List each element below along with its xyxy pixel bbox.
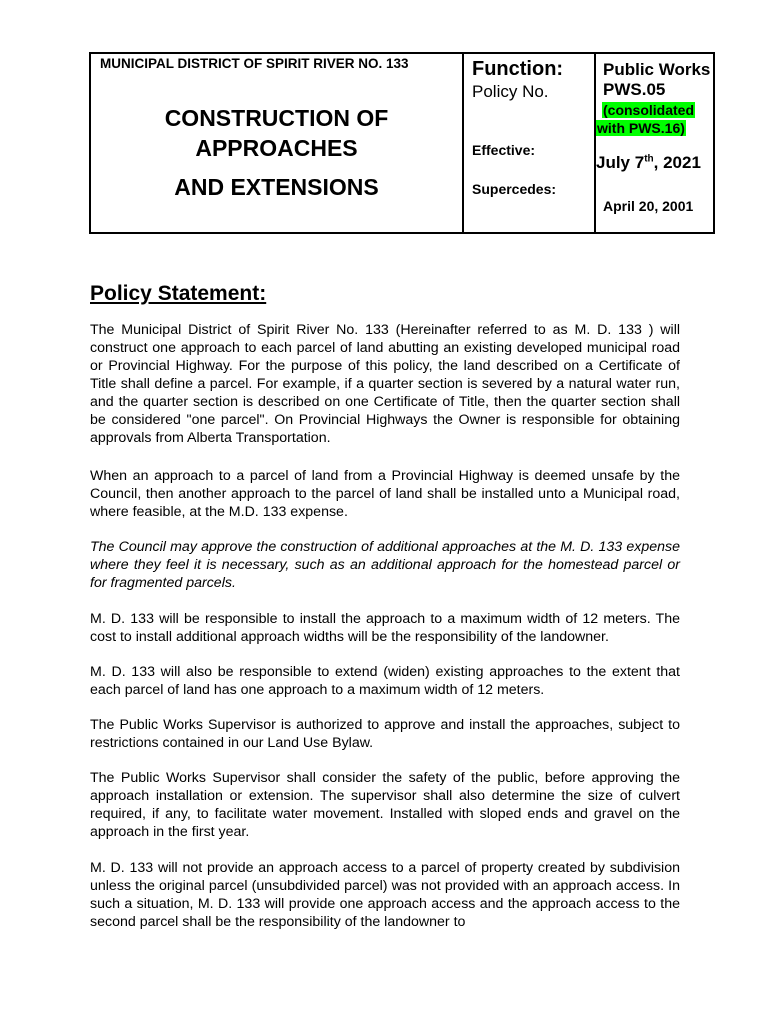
policy-no-label: Policy No. [472,82,549,101]
paragraph: M. D. 133 will not provide an approach access to a parcel of property created by subdivision unless the original parcel (unsubdivided parcel) was not provided with an approach access. In such a situation, M. D. 133 will provide one approach access and the approach access to the second parcel shall be the responsibility of the landowner to [90,860,680,930]
effective-date-suffix: th [644,153,654,165]
district-name: MUNICIPAL DISTRICT OF SPIRIT RIVER NO. 133 [100,56,409,71]
policy-title-line3: AND EXTENSIONS [174,174,379,200]
paragraph: The Municipal District of Spirit River No. 133 (Hereinafter referred to as M. D. 133 ) will construct one approach to each parcel of land abutting an existing developed municipal road or Provincial Highway. For the purpose of this policy, the land described on a Certificate of Title shall define a parcel. For example, if a quarter section is severed by a natural water run, and the quarter section is described on one Certificate of Title, then the quarter section shall be considered "one parcel". On Provincial Highways the Owner is responsible for obtaining approvals from Alberta Transportation. [90,322,680,446]
effective-date [596,153,701,173]
effective-date-day: July 7 [596,153,645,172]
function-label: Function: [472,58,564,80]
supercedes-date: April 20, 2001 [603,198,694,214]
paragraph: M. D. 133 will also be responsible to extend (widen) existing approaches to the extent that each parcel of land has one approach to a maximum width of 12 meters. [90,664,680,698]
paragraph-italic: The Council may approve the construction of additional approaches at the M. D. 133 expense where they feel it is necessary, such as an additional approach for the homestead parcel or for fragmented parcels. [90,539,680,591]
function-value: Public Works [603,60,711,79]
policy-title-line2: APPROACHES [195,135,358,161]
consolidated-line2: with PWS.16) [597,120,685,136]
values-cell [596,54,713,232]
title-cell [91,54,464,232]
paragraph: M. D. 133 will be responsible to install the approach to a maximum width of 12 meters. The cost to install additional approach widths will be the responsibility of the landowner. [90,611,680,645]
consolidated-line1: (consolidated [603,102,695,118]
effective-date-year: , 2021 [653,153,701,172]
paragraph: When an approach to a parcel of land from a Provincial Highway is deemed unsafe by the Council, then another approach to the parcel of land shall be installed unto a Municipal road, where feasible, at the M.D. 133 expense. [90,468,680,520]
function-policy-values [603,60,710,100]
paragraph: The Public Works Supervisor is authorized to approve and install the approaches, subject to restrictions contained in our Land Use Bylaw. [90,717,680,751]
policy-title-line1: CONSTRUCTION OF [164,105,389,131]
paragraph: The Public Works Supervisor shall consider the safety of the public, before approving the approach installation or extension. The supervisor shall also determine the size of culvert required, if any, to facilitate water movement. Installed with sloped ends and gravel on the approach in the first year. [90,770,680,840]
labels-cell [464,54,596,232]
policy-statement-heading: Policy Statement: [90,282,267,305]
consolidated-note [596,101,695,137]
policy-no-value: PWS.05 [603,80,666,99]
policy-header-table [89,52,715,234]
effective-label: Effective: [472,142,536,158]
supercedes-label: Supercedes: [472,181,557,197]
